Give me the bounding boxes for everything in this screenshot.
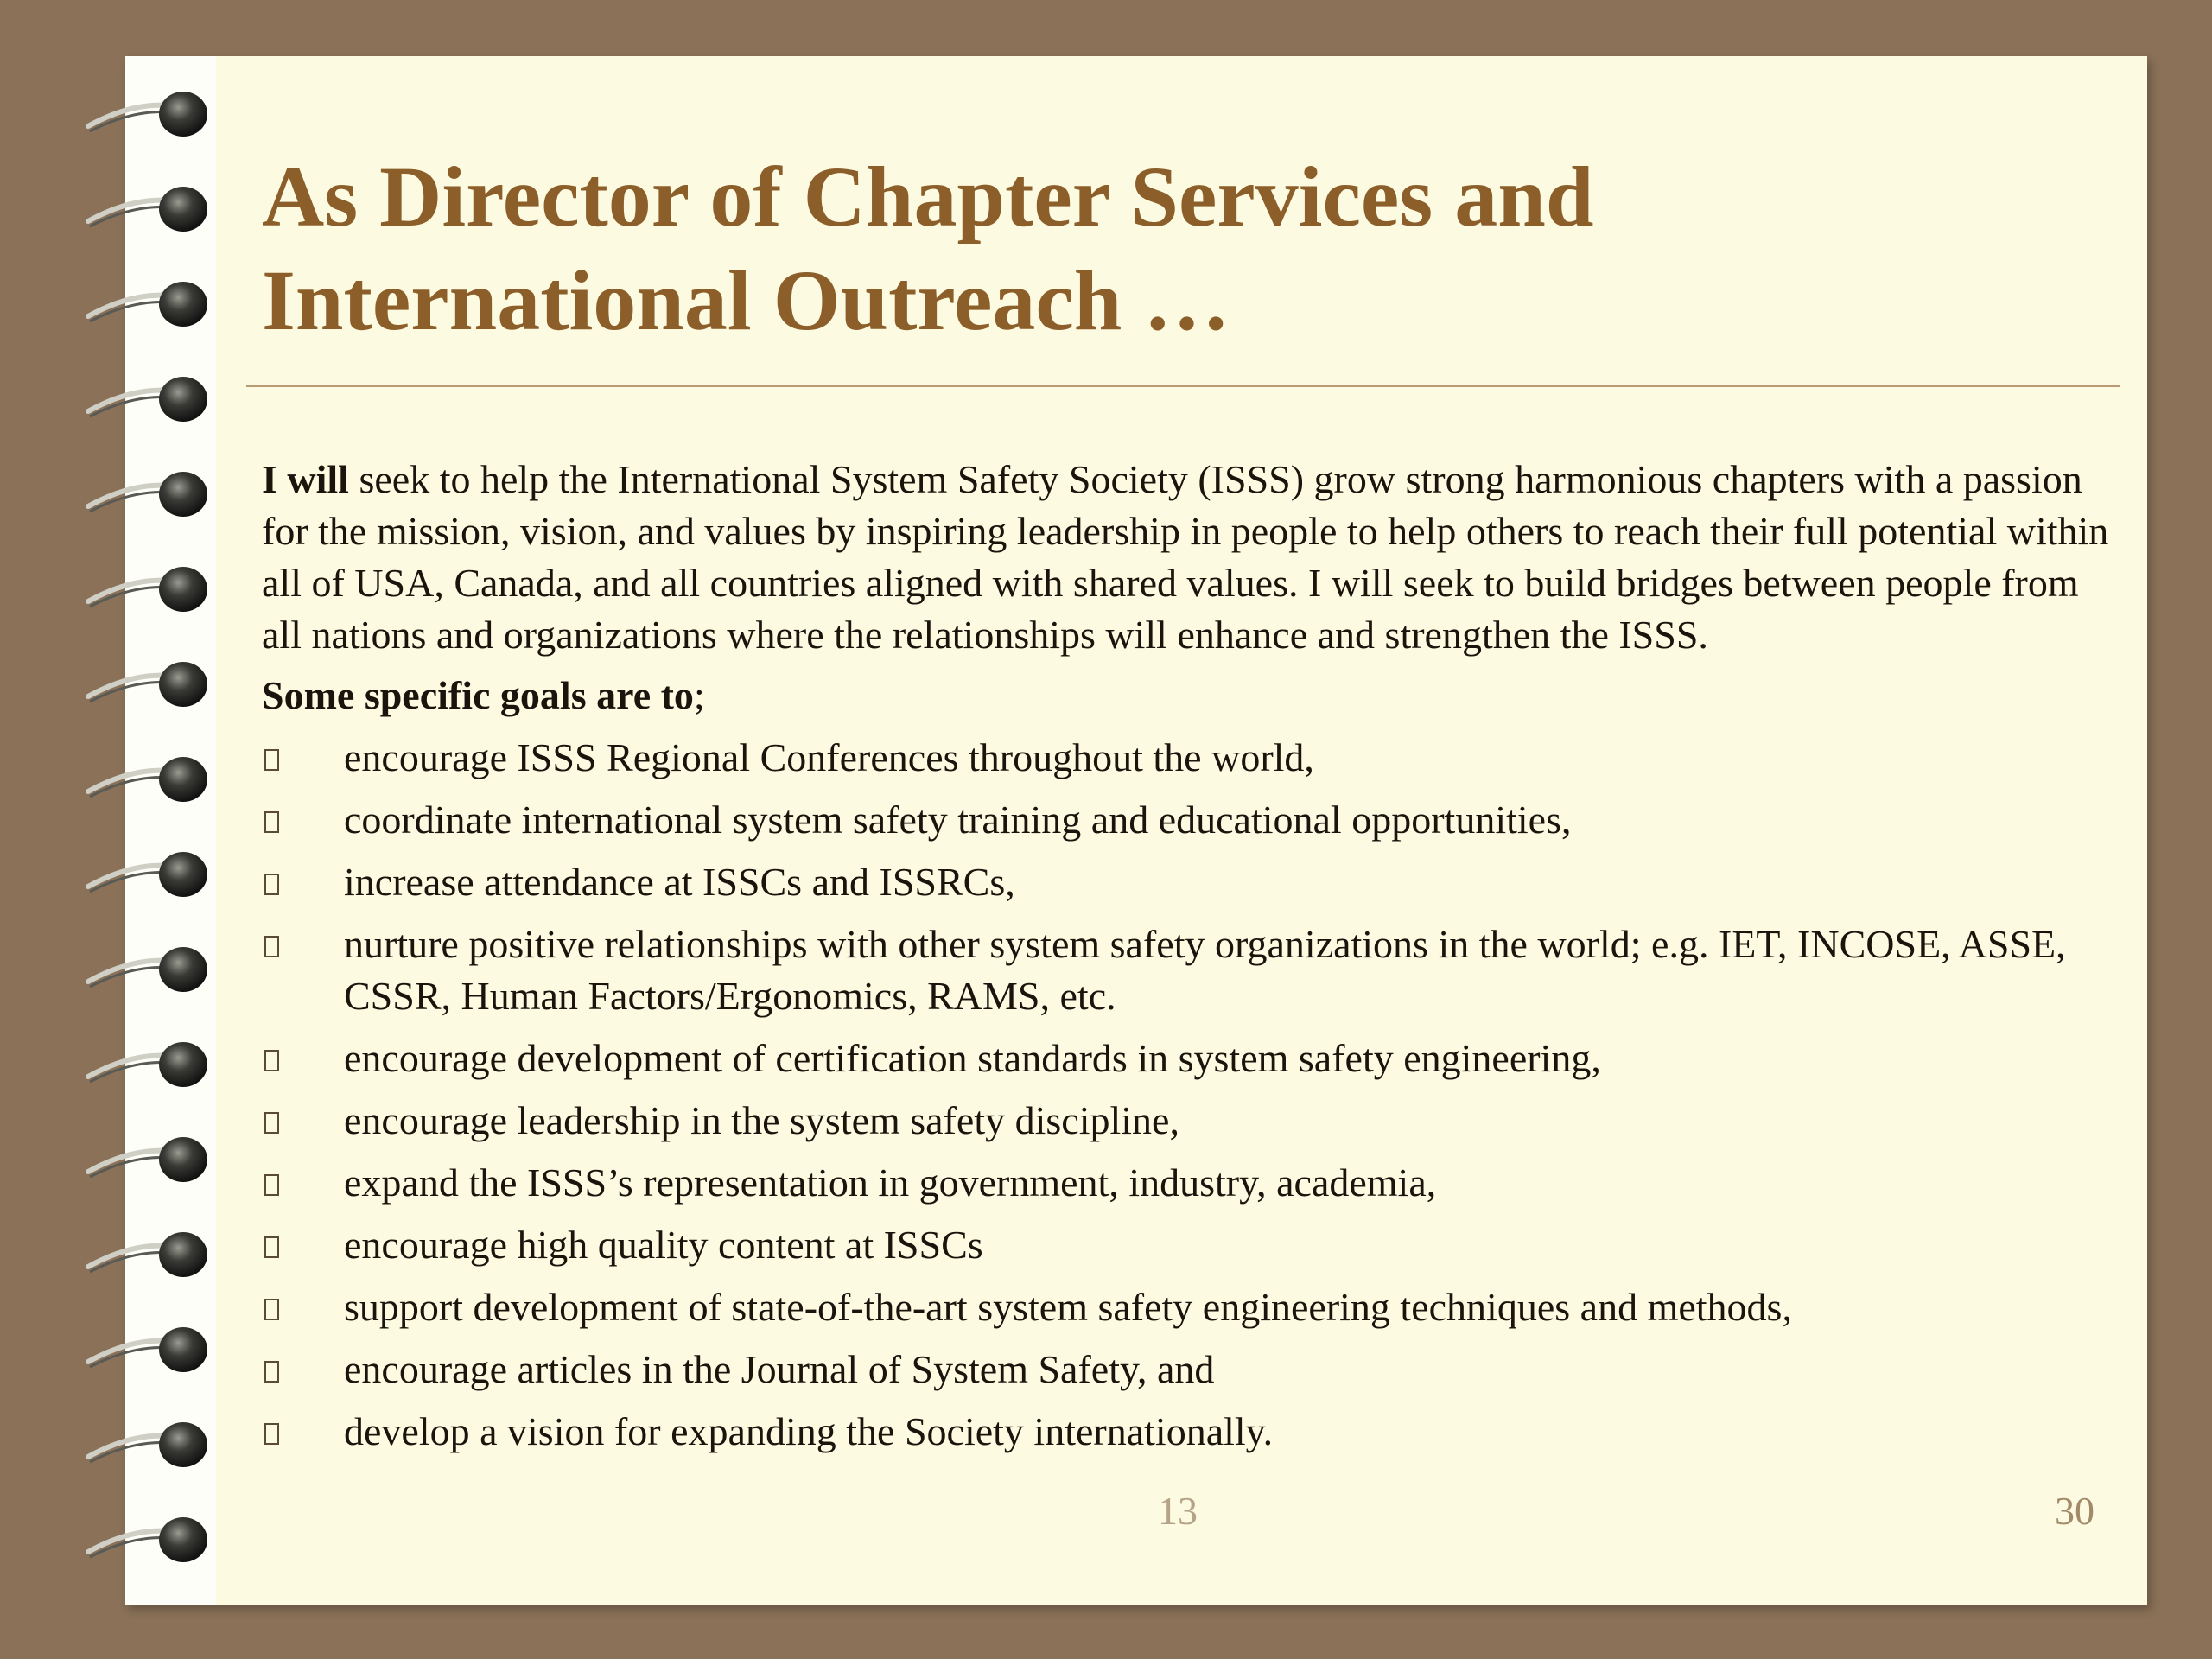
goal-text: encourage ISSS Regional Conferences throughout the world,: [344, 735, 1314, 779]
goal-item: [262, 1157, 2111, 1209]
spiral-ring-icon: [88, 1422, 207, 1467]
square-bullet-icon: [264, 874, 279, 895]
goal-text: develop a vision for expanding the Society internationally.: [344, 1409, 1274, 1453]
spiral-ring-icon: [88, 92, 207, 137]
title-divider: [246, 385, 2120, 387]
spiral-ring-icon: [88, 947, 207, 992]
intro-text: seek to help the International System Safety Society (ISSS) grow strong harmonious chapters with a passion for the mission, vision, and values by inspiring leadership in people to help others to reach their full potential within all of USA, Canada, and all countries aligned with shared values. I will seek to build bridges between people from all nations and organizations where the relationships will enhance and strengthen the ISSS.: [262, 457, 2109, 657]
spiral-ring-icon: [88, 1232, 207, 1277]
square-bullet-icon: [264, 936, 279, 957]
goal-item: [262, 1406, 2111, 1458]
goal-text: encourage high quality content at ISSCs: [344, 1223, 983, 1267]
spiral-ring-icon: [88, 662, 207, 707]
square-bullet-icon: [264, 1112, 279, 1134]
intro-bold: I will: [262, 457, 349, 501]
spiral-ring-icon: [88, 567, 207, 612]
page-number: 30: [2055, 1489, 2094, 1533]
spiral-ring-icon: [88, 377, 207, 422]
spiral-ring-icon: [88, 187, 207, 232]
square-bullet-icon: [264, 1361, 279, 1382]
goal-item: [262, 1281, 2111, 1333]
goal-text: support development of state-of-the-art system safety engineering techniques and methods,: [344, 1285, 1792, 1329]
goal-text: encourage development of certification standards in system safety engineering,: [344, 1036, 1601, 1080]
goal-item: [262, 856, 2111, 908]
square-bullet-icon: [264, 749, 279, 771]
goal-item: [262, 794, 2111, 846]
spiral-ring-icon: [88, 1517, 207, 1562]
goal-text: encourage articles in the Journal of System Safety, and: [344, 1347, 1215, 1391]
spiral-ring-icon: [88, 1327, 207, 1372]
goals-heading: [262, 670, 2111, 721]
slide-body: [262, 454, 2111, 1468]
spiral-ring-icon: [88, 1137, 207, 1182]
square-bullet-icon: [264, 811, 279, 833]
spiral-ring-icon: [88, 757, 207, 802]
goal-item: [262, 1219, 2111, 1271]
square-bullet-icon: [264, 1423, 279, 1445]
square-bullet-icon: [264, 1236, 279, 1258]
goals-heading-suffix: ;: [693, 673, 705, 717]
square-bullet-icon: [264, 1050, 279, 1071]
goal-item: [262, 1095, 2111, 1147]
spiral-ring-icon: [88, 1042, 207, 1087]
spiral-ring-icon: [88, 282, 207, 327]
goal-item: [262, 732, 2111, 784]
goal-item: [262, 1033, 2111, 1084]
goal-text: nurture positive relationships with other system safety organizations in the world; e.g. IET, INCOSE, ASSE, CSSR, Human Factors/Ergonomics, RAMS, etc.: [344, 922, 2066, 1018]
intro-paragraph: [262, 454, 2111, 661]
spiral-ring-icon: [88, 472, 207, 517]
goal-text: increase attendance at ISSCs and ISSRCs,: [344, 860, 1015, 904]
goals-list: [262, 732, 2111, 1458]
square-bullet-icon: [264, 1299, 279, 1320]
goals-heading-bold: Some specific goals are to: [262, 673, 694, 717]
square-bullet-icon: [264, 1174, 279, 1196]
spiral-ring-icon: [88, 852, 207, 897]
goal-text: encourage leadership in the system safety discipline,: [344, 1098, 1179, 1142]
goal-text: coordinate international system safety training and educational opportunities,: [344, 798, 1572, 842]
slide-number: 13: [1158, 1489, 1198, 1533]
goal-item: [262, 1344, 2111, 1395]
goal-item: [262, 918, 2111, 1022]
slide-title: As Director of Chapter Services and International Outreach …: [262, 149, 1594, 348]
goal-text: expand the ISSS’s representation in government, industry, academia,: [344, 1160, 1437, 1205]
spiral-binding: [78, 78, 233, 1581]
